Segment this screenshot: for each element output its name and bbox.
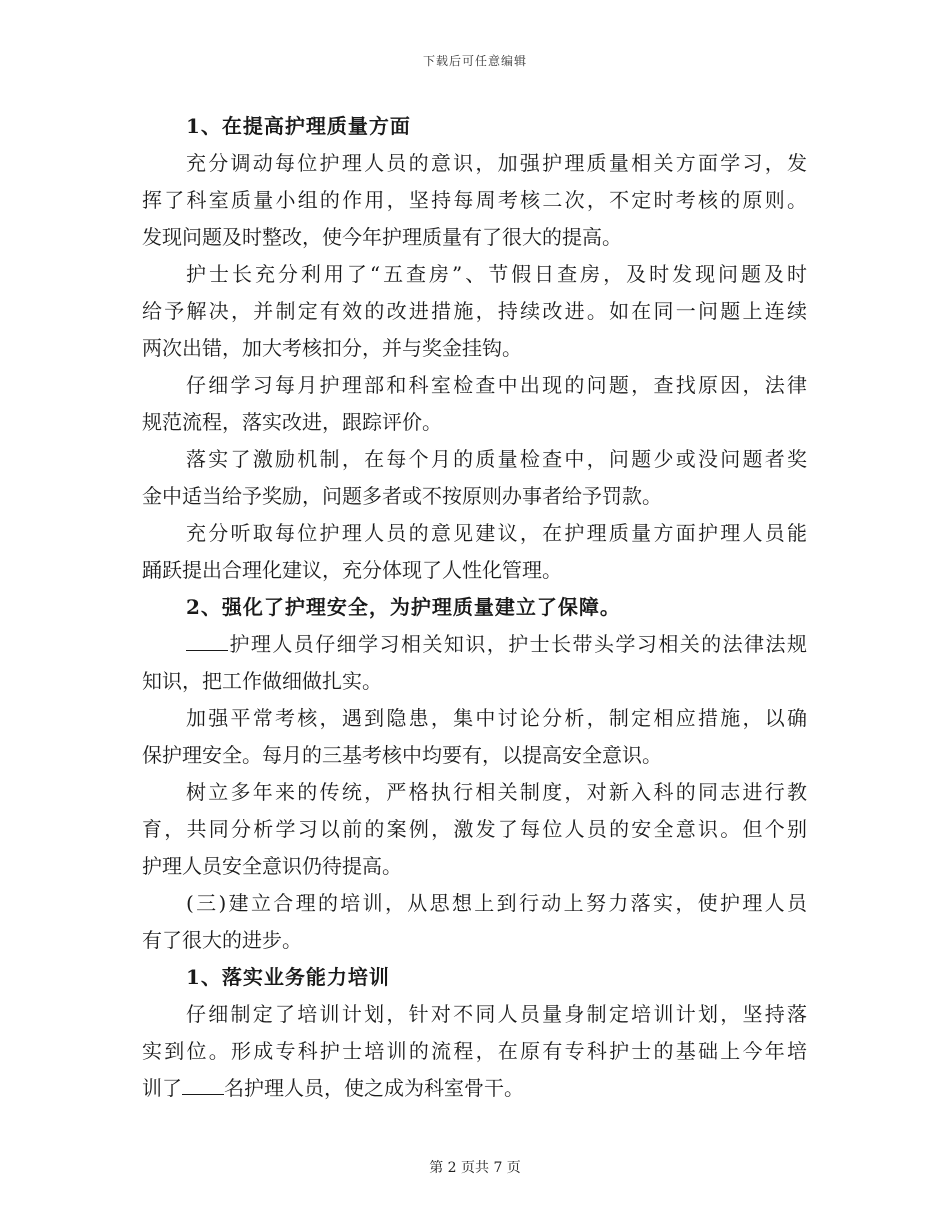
line-text: 加强平常考核，遇到隐患，集中讨论分析，制定相应措施，以确	[186, 706, 807, 730]
line-text: 树立多年来的传统，严格执行相关制度，对新入科的同志进行教	[186, 780, 807, 804]
paragraph-line	[142, 145, 807, 182]
paragraph-line	[142, 663, 807, 700]
line-text: 护理人员仔细学习相关知识，护士长带头学习相关的法律法规	[228, 632, 807, 656]
line-text: 2、强化了护理安全，为护理质量建立了保障。	[186, 595, 621, 619]
line-text: 落实了激励机制，在每个月的质量检查中，问题少或没问题者奖	[186, 447, 807, 471]
paragraph-line	[142, 478, 807, 515]
line-text: 护理人员安全意识仍待提高。	[142, 854, 402, 878]
line-text: 踊跃提出合理化建议，充分体现了人性化管理。	[142, 558, 562, 582]
paragraph-line	[142, 626, 807, 663]
line-text: 名护理人员，使之成为科室骨干。	[224, 1076, 524, 1100]
paragraph-line	[142, 885, 807, 922]
line-text: 1、落实业务能力培训	[186, 965, 390, 989]
document-body	[142, 108, 807, 1107]
paragraph-line	[142, 811, 807, 848]
line-text: 仔细学习每月护理部和科室检查中出现的问题，查找原因，法律	[186, 373, 807, 397]
line-text: 两次出错，加大考核扣分，并与奖金挂钩。	[142, 336, 522, 360]
paragraph-line	[142, 774, 807, 811]
line-text: 给予解决，并制定有效的改进措施，持续改进。如在同一问题上连续	[142, 299, 807, 323]
page-header: 下载后可任意编辑	[422, 54, 527, 68]
line-text: 育，共同分析学习以前的案例，激发了每位人员的安全意识。但个别	[142, 817, 807, 841]
line-text: 挥了科室质量小组的作用，坚持每周考核二次，不定时考核的原则。	[142, 188, 807, 212]
paragraph-line	[142, 219, 807, 256]
paragraph-line	[142, 552, 807, 589]
paragraph-line	[142, 996, 807, 1033]
paragraph-line	[142, 737, 807, 774]
paragraph-line	[142, 922, 807, 959]
paragraph-line	[142, 700, 807, 737]
paragraph-line	[142, 515, 807, 552]
line-text: 1、在提高护理质量方面	[186, 114, 411, 138]
line-text: 实到位。形成专科护士培训的流程，在原有专科护士的基础上今年培	[142, 1039, 807, 1063]
line-text: 充分调动每位护理人员的意识，加强护理质量相关方面学习，发	[186, 151, 807, 175]
fill-in-blank	[186, 630, 228, 651]
line-text: 金中适当给予奖励，问题多者或不按原则办事者给予罚款。	[142, 484, 662, 508]
paragraph-line	[142, 1070, 807, 1107]
line-prefix-text: 训了	[142, 1076, 182, 1100]
paragraph-line	[142, 404, 807, 441]
paragraph-line	[142, 367, 807, 404]
paragraph-line	[142, 256, 807, 293]
section-heading	[142, 108, 807, 145]
paragraph-line	[142, 848, 807, 885]
paragraph-line	[142, 330, 807, 367]
line-text: 充分听取每位护理人员的意见建议，在护理质量方面护理人员能	[186, 521, 807, 545]
page-footer-page-number: 第 2 页共 7 页	[429, 1160, 521, 1176]
paragraph-line	[142, 293, 807, 330]
fill-in-blank	[182, 1074, 224, 1095]
line-text: 护士长充分利用了“五查房”、节假日查房，及时发现问题及时	[186, 262, 807, 286]
line-text: 有了很大的进步。	[142, 928, 302, 952]
line-text: (三)建立合理的培训，从思想上到行动上努力落实，使护理人员	[186, 891, 807, 915]
line-text: 发现问题及时整改，使今年护理质量有了很大的提高。	[142, 225, 622, 249]
section-heading	[142, 959, 807, 996]
line-text: 仔细制定了培训计划，针对不同人员量身制定培训计划，坚持落	[186, 1002, 807, 1026]
paragraph-line	[142, 182, 807, 219]
paragraph-line	[142, 1033, 807, 1070]
line-text: 知识，把工作做细做扎实。	[142, 669, 382, 693]
section-heading	[142, 589, 807, 626]
line-text: 规范流程，落实改进，跟踪评价。	[142, 410, 442, 434]
paragraph-line	[142, 441, 807, 478]
line-text: 保护理安全。每月的三基考核中均要有，以提高安全意识。	[142, 743, 662, 767]
